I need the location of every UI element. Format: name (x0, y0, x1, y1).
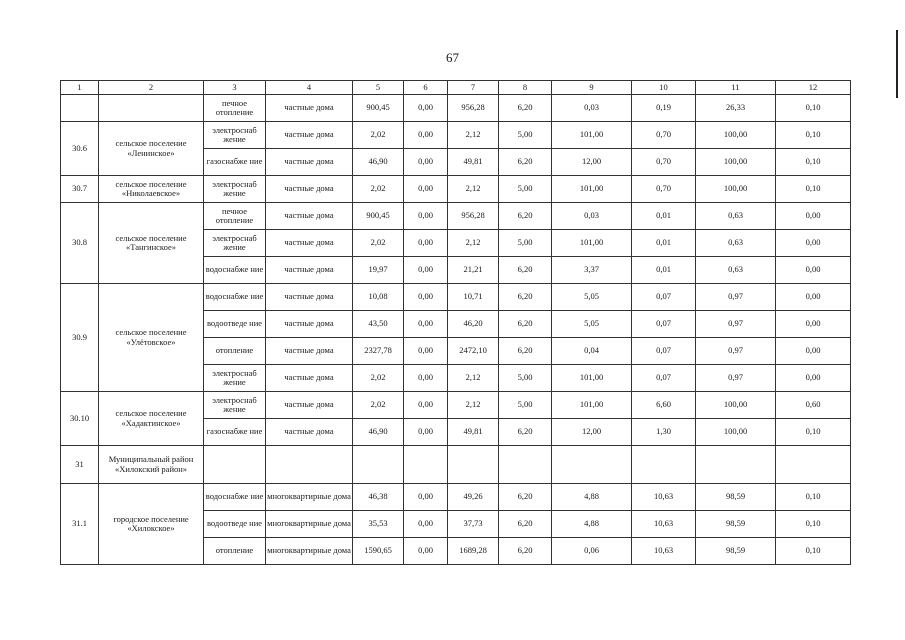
resource-cell: отопление (204, 338, 266, 365)
value-cell: 6,20 (499, 203, 552, 230)
value-cell: 0,00 (404, 95, 448, 122)
value-cell: 10,71 (448, 284, 499, 311)
value-cell: 0,01 (632, 203, 696, 230)
value-cell: 3,37 (552, 257, 632, 284)
housing-type-cell: частные дома (266, 95, 353, 122)
value-cell: 4,88 (552, 484, 632, 511)
value-cell (776, 446, 851, 484)
table-body (61, 81, 851, 565)
value-cell: 6,20 (499, 419, 552, 446)
value-cell: 100,00 (696, 122, 776, 149)
value-cell: 0,03 (552, 95, 632, 122)
value-cell: 0,70 (632, 149, 696, 176)
value-cell: 2,12 (448, 230, 499, 257)
housing-type-cell (266, 446, 353, 484)
value-cell: 2327,78 (353, 338, 404, 365)
table-row (61, 284, 851, 311)
resource-cell: водоснабже ние (204, 284, 266, 311)
value-cell: 5,00 (499, 392, 552, 419)
resource-cell: печное отопление (204, 203, 266, 230)
table-row (61, 95, 851, 122)
settlement-name-cell: сельское поселение «Ленинское» (99, 122, 204, 176)
table-row (61, 484, 851, 511)
value-cell: 2,02 (353, 230, 404, 257)
value-cell: 6,20 (499, 95, 552, 122)
value-cell: 0,10 (776, 511, 851, 538)
resource-cell: водоснабже ние (204, 257, 266, 284)
value-cell: 956,28 (448, 95, 499, 122)
value-cell: 0,04 (552, 338, 632, 365)
value-cell: 0,60 (776, 392, 851, 419)
value-cell: 98,59 (696, 538, 776, 565)
column-header: 1 (61, 81, 99, 95)
value-cell: 21,21 (448, 257, 499, 284)
housing-type-cell: частные дома (266, 311, 353, 338)
value-cell: 101,00 (552, 176, 632, 203)
value-cell: 0,00 (776, 230, 851, 257)
settlement-name-cell: сельское поселение «Улётовское» (99, 284, 204, 392)
housing-type-cell: частные дома (266, 230, 353, 257)
value-cell: 6,60 (632, 392, 696, 419)
value-cell: 0,00 (776, 365, 851, 392)
value-cell: 26,33 (696, 95, 776, 122)
table-row (61, 176, 851, 203)
value-cell: 100,00 (696, 149, 776, 176)
column-header: 4 (266, 81, 353, 95)
page-edge-mark (896, 30, 898, 98)
column-header: 5 (353, 81, 404, 95)
column-header: 10 (632, 81, 696, 95)
resource-cell: водоотведе ние (204, 311, 266, 338)
value-cell: 6,20 (499, 338, 552, 365)
value-cell: 0,00 (404, 122, 448, 149)
value-cell: 0,01 (632, 230, 696, 257)
value-cell: 5,05 (552, 311, 632, 338)
value-cell: 49,26 (448, 484, 499, 511)
value-cell: 0,10 (776, 419, 851, 446)
value-cell: 12,00 (552, 149, 632, 176)
item-number-cell: 30.9 (61, 284, 99, 392)
value-cell: 2,12 (448, 365, 499, 392)
resource-cell: электроснаб жение (204, 122, 266, 149)
value-cell: 101,00 (552, 230, 632, 257)
value-cell: 0,70 (632, 176, 696, 203)
item-number-cell: 30.7 (61, 176, 99, 203)
item-number-cell: 30.10 (61, 392, 99, 446)
value-cell: 0,00 (404, 365, 448, 392)
value-cell: 10,63 (632, 511, 696, 538)
value-cell: 0,00 (404, 338, 448, 365)
column-header: 8 (499, 81, 552, 95)
resource-cell: отопление (204, 538, 266, 565)
value-cell: 2,02 (353, 392, 404, 419)
value-cell: 12,00 (552, 419, 632, 446)
value-cell: 37,73 (448, 511, 499, 538)
value-cell: 5,00 (499, 176, 552, 203)
value-cell (448, 446, 499, 484)
header-row (61, 81, 851, 95)
value-cell: 0,00 (404, 538, 448, 565)
value-cell: 10,63 (632, 484, 696, 511)
item-number-cell: 30.8 (61, 203, 99, 284)
value-cell: 0,06 (552, 538, 632, 565)
value-cell: 49,81 (448, 149, 499, 176)
value-cell (552, 446, 632, 484)
value-cell: 4,88 (552, 511, 632, 538)
value-cell: 2,12 (448, 122, 499, 149)
value-cell: 5,00 (499, 365, 552, 392)
value-cell: 0,00 (404, 257, 448, 284)
value-cell: 0,97 (696, 284, 776, 311)
settlement-name-cell: Муниципальный район «Хилокский район» (99, 446, 204, 484)
value-cell: 0,10 (776, 484, 851, 511)
housing-type-cell: частные дома (266, 122, 353, 149)
housing-type-cell: многоквартирные дома (266, 538, 353, 565)
housing-type-cell: частные дома (266, 257, 353, 284)
settlement-name-cell: городское поселение «Хилокское» (99, 484, 204, 565)
housing-type-cell: многоквартирные дома (266, 511, 353, 538)
value-cell: 43,50 (353, 311, 404, 338)
value-cell: 2,02 (353, 365, 404, 392)
value-cell: 1,30 (632, 419, 696, 446)
value-cell: 0,07 (632, 365, 696, 392)
column-header: 11 (696, 81, 776, 95)
housing-type-cell: частные дома (266, 203, 353, 230)
table-row (61, 203, 851, 230)
value-cell: 0,00 (404, 392, 448, 419)
value-cell: 0,70 (632, 122, 696, 149)
value-cell: 0,00 (404, 230, 448, 257)
value-cell: 0,10 (776, 95, 851, 122)
value-cell: 0,00 (776, 338, 851, 365)
value-cell: 100,00 (696, 392, 776, 419)
resource-cell: водоотведе ние (204, 511, 266, 538)
resource-cell: электроснаб жение (204, 392, 266, 419)
value-cell (404, 446, 448, 484)
housing-type-cell: частные дома (266, 392, 353, 419)
column-header: 12 (776, 81, 851, 95)
value-cell: 900,45 (353, 203, 404, 230)
item-number-cell: 31.1 (61, 484, 99, 565)
value-cell: 0,00 (404, 176, 448, 203)
value-cell: 0,00 (404, 511, 448, 538)
settlement-name-cell (99, 95, 204, 122)
value-cell: 0,00 (776, 257, 851, 284)
value-cell: 0,97 (696, 338, 776, 365)
value-cell: 0,07 (632, 338, 696, 365)
value-cell: 0,00 (404, 419, 448, 446)
value-cell: 98,59 (696, 511, 776, 538)
table-row (61, 122, 851, 149)
page-number: 67 (446, 50, 459, 65)
value-cell: 98,59 (696, 484, 776, 511)
column-header: 9 (552, 81, 632, 95)
settlement-name-cell: сельское поселение «Тангинское» (99, 203, 204, 284)
value-cell: 46,20 (448, 311, 499, 338)
resource-cell: печное отопление (204, 95, 266, 122)
value-cell: 49,81 (448, 419, 499, 446)
housing-type-cell: частные дома (266, 338, 353, 365)
value-cell: 0,19 (632, 95, 696, 122)
housing-type-cell: частные дома (266, 149, 353, 176)
value-cell (632, 446, 696, 484)
value-cell: 1590,65 (353, 538, 404, 565)
value-cell: 6,20 (499, 257, 552, 284)
value-cell: 101,00 (552, 122, 632, 149)
resource-cell: электроснаб жение (204, 230, 266, 257)
value-cell: 1689,28 (448, 538, 499, 565)
value-cell: 0,00 (776, 203, 851, 230)
value-cell: 0,00 (404, 149, 448, 176)
value-cell: 101,00 (552, 392, 632, 419)
value-cell: 35,53 (353, 511, 404, 538)
resource-cell: газоснабже ние (204, 419, 266, 446)
value-cell: 0,00 (404, 484, 448, 511)
value-cell (696, 446, 776, 484)
value-cell: 0,63 (696, 203, 776, 230)
value-cell: 46,90 (353, 149, 404, 176)
table-row (61, 392, 851, 419)
value-cell: 900,45 (353, 95, 404, 122)
value-cell: 6,20 (499, 149, 552, 176)
settlement-name-cell: сельское поселение «Хадактинское» (99, 392, 204, 446)
value-cell: 2,12 (448, 176, 499, 203)
value-cell: 0,63 (696, 230, 776, 257)
value-cell: 6,20 (499, 484, 552, 511)
value-cell: 0,00 (776, 311, 851, 338)
column-header: 2 (99, 81, 204, 95)
table-row (61, 446, 851, 484)
value-cell: 5,00 (499, 230, 552, 257)
value-cell: 2,02 (353, 122, 404, 149)
value-cell: 2,12 (448, 392, 499, 419)
value-cell: 5,05 (552, 284, 632, 311)
resource-cell (204, 446, 266, 484)
housing-type-cell: частные дома (266, 284, 353, 311)
column-header: 7 (448, 81, 499, 95)
value-cell: 956,28 (448, 203, 499, 230)
value-cell: 5,00 (499, 122, 552, 149)
item-number-cell: 31 (61, 446, 99, 484)
resource-cell: водоснабже ние (204, 484, 266, 511)
housing-type-cell: многоквартирные дома (266, 484, 353, 511)
value-cell: 100,00 (696, 419, 776, 446)
tariff-table (60, 80, 851, 565)
resource-cell: электроснаб жение (204, 365, 266, 392)
value-cell: 0,10 (776, 149, 851, 176)
housing-type-cell: частные дома (266, 419, 353, 446)
value-cell: 0,97 (696, 311, 776, 338)
housing-type-cell: частные дома (266, 176, 353, 203)
settlement-name-cell: сельское поселение «Николаевское» (99, 176, 204, 203)
value-cell: 0,00 (404, 284, 448, 311)
value-cell: 0,10 (776, 176, 851, 203)
column-header: 3 (204, 81, 266, 95)
value-cell: 0,10 (776, 538, 851, 565)
value-cell: 0,07 (632, 311, 696, 338)
value-cell: 0,00 (404, 311, 448, 338)
resource-cell: электроснаб жение (204, 176, 266, 203)
value-cell: 2,02 (353, 176, 404, 203)
value-cell: 0,07 (632, 284, 696, 311)
value-cell (353, 446, 404, 484)
value-cell: 10,63 (632, 538, 696, 565)
column-header: 6 (404, 81, 448, 95)
value-cell: 46,90 (353, 419, 404, 446)
housing-type-cell: частные дома (266, 365, 353, 392)
value-cell: 2472,10 (448, 338, 499, 365)
value-cell: 0,63 (696, 257, 776, 284)
item-number-cell (61, 95, 99, 122)
value-cell: 6,20 (499, 538, 552, 565)
value-cell: 46,38 (353, 484, 404, 511)
value-cell (499, 446, 552, 484)
resource-cell: газоснабже ние (204, 149, 266, 176)
value-cell: 6,20 (499, 284, 552, 311)
value-cell: 0,97 (696, 365, 776, 392)
value-cell: 0,10 (776, 122, 851, 149)
value-cell: 0,01 (632, 257, 696, 284)
value-cell: 0,00 (404, 203, 448, 230)
item-number-cell: 30.6 (61, 122, 99, 176)
value-cell: 19,97 (353, 257, 404, 284)
value-cell: 10,08 (353, 284, 404, 311)
value-cell: 101,00 (552, 365, 632, 392)
value-cell: 100,00 (696, 176, 776, 203)
value-cell: 0,00 (776, 284, 851, 311)
value-cell: 0,03 (552, 203, 632, 230)
value-cell: 6,20 (499, 511, 552, 538)
value-cell: 6,20 (499, 311, 552, 338)
